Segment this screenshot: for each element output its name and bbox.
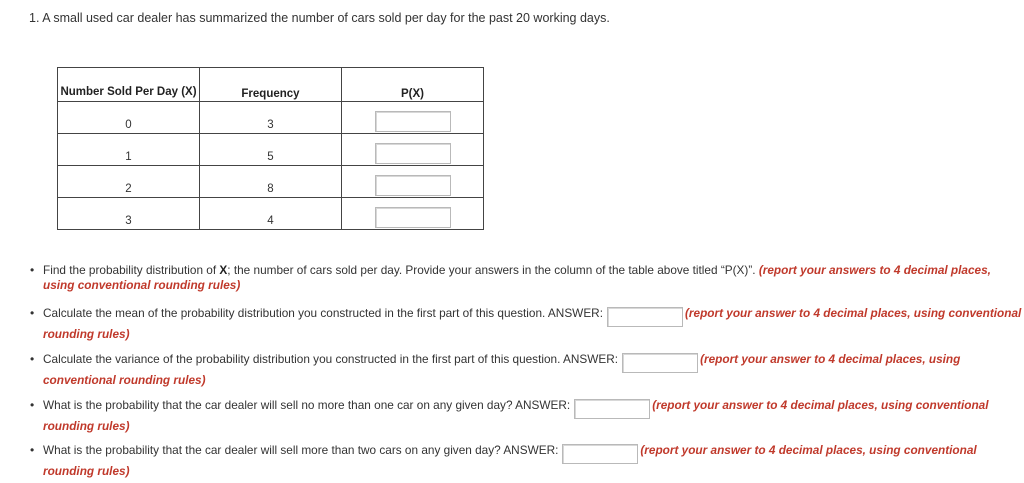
bullet-icon: • <box>30 263 35 277</box>
header-px: P(X) <box>342 68 484 102</box>
mean-answer-input[interactable] <box>607 307 683 327</box>
table-row <box>58 166 484 198</box>
cell-px <box>342 134 484 166</box>
problem-intro: 1. A small used car dealer has summarized the number of cars sold per day for the past 20 working days. <box>29 11 610 25</box>
cell-x: 1 <box>58 134 200 166</box>
question-text: What is the probability that the car dealer will sell more than two cars on any given day? ANSWER: <box>43 443 559 457</box>
question-body <box>43 306 1024 342</box>
question-body <box>43 263 1024 293</box>
px-input-0[interactable] <box>375 111 451 132</box>
variance-answer-input[interactable] <box>622 353 698 373</box>
question-variance <box>30 352 1024 388</box>
variable-x: X <box>219 263 228 277</box>
question-body <box>43 443 1024 479</box>
question-text: ; the number of cars sold per day. Provide your answers in the column of the table above titled “P(X)”. <box>227 263 756 277</box>
cell-frequency: 8 <box>200 166 342 198</box>
header-frequency: Frequency <box>200 68 342 102</box>
cell-frequency: 5 <box>200 134 342 166</box>
rounding-note: (report your answers to 4 decimal places, using conventional rounding rules) <box>43 263 991 292</box>
cell-px <box>342 102 484 134</box>
question-text: Calculate the variance of the probability distribution you constructed in the first part of this question. ANSWER: <box>43 352 619 366</box>
bullet-icon: • <box>30 398 35 412</box>
question-text: Find the probability distribution of <box>43 263 220 277</box>
frequency-table <box>57 67 484 230</box>
question-distribution <box>30 263 1024 293</box>
cell-x: 3 <box>58 198 200 230</box>
bullet-icon: • <box>30 443 35 457</box>
cell-frequency: 4 <box>200 198 342 230</box>
cell-x: 0 <box>58 102 200 134</box>
px-input-1[interactable] <box>375 143 451 164</box>
question-no-more-than-one <box>30 398 1024 434</box>
question-more-than-two <box>30 443 1024 479</box>
cell-frequency: 3 <box>200 102 342 134</box>
px-input-2[interactable] <box>375 175 451 196</box>
rounding-note: (report your answer to 4 decimal places, using conventional rounding rules) <box>43 352 961 387</box>
more-than-two-answer-input[interactable] <box>562 444 638 464</box>
table-row <box>58 198 484 230</box>
no-more-than-one-answer-input[interactable] <box>574 399 650 419</box>
table-row <box>58 102 484 134</box>
header-number-sold: Number Sold Per Day (X) <box>58 68 200 102</box>
cell-px <box>342 198 484 230</box>
cell-x: 2 <box>58 166 200 198</box>
rounding-note: (report your answer to 4 decimal places, using conventional rounding rules) <box>43 398 989 433</box>
cell-px <box>342 166 484 198</box>
rounding-note: (report your answer to 4 decimal places, using conventional rounding rules) <box>43 306 1022 341</box>
question-text: Calculate the mean of the probability distribution you constructed in the first part of this question. ANSWER: <box>43 306 603 320</box>
question-text: What is the probability that the car dealer will sell no more than one car on any given day? ANSWER: <box>43 398 571 412</box>
bullet-icon: • <box>30 306 35 320</box>
rounding-note: (report your answer to 4 decimal places, using conventional rounding rules) <box>43 443 977 478</box>
question-mean <box>30 306 1024 342</box>
question-body <box>43 352 1024 388</box>
px-input-3[interactable] <box>375 207 451 228</box>
question-body <box>43 398 1024 434</box>
table-row <box>58 134 484 166</box>
table-header-row <box>58 68 484 102</box>
bullet-icon: • <box>30 352 35 366</box>
